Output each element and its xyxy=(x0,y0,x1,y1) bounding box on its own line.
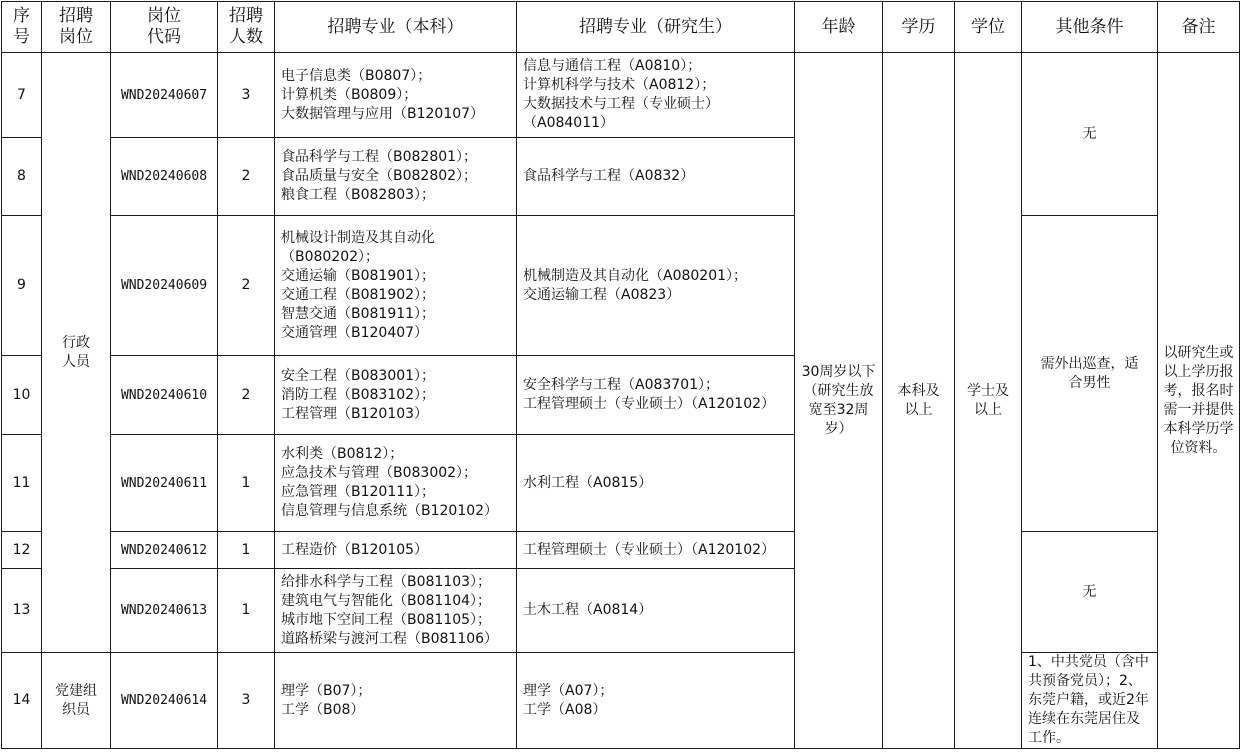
post-cell-party: 党建组织员 xyxy=(42,653,111,749)
count-cell: 2 xyxy=(218,216,275,356)
post-cell-admin: 行政人员 xyxy=(42,53,111,653)
code-cell: WND20240607 xyxy=(111,53,218,138)
header-grad-major: 招聘专业（研究生） xyxy=(517,2,795,53)
code-cell: WND20240608 xyxy=(111,138,218,216)
grad-major-cell: 土木工程（A0814） xyxy=(517,569,795,653)
grad-major-cell: 安全科学与工程（A083701）； 工程管理硕士（专业硕士）（A120102） xyxy=(517,356,795,435)
seq-cell: 11 xyxy=(2,435,42,532)
undergrad-major-cell: 机械设计制造及其自动化 （B080202）； 交通运输（B081901）； 交通工程（B081902）； 智慧交通（B081911）； 交通管理（B120407） xyxy=(275,216,517,356)
undergrad-major-cell: 电子信息类（B0807）； 计算机类（B0809）； 大数据管理与应用（B120107） xyxy=(275,53,517,138)
count-cell: 1 xyxy=(218,532,275,569)
other-conditions-cell: 1、中共党员（含中共预备党员）；2、东莞户籍，或近2年连续在东莞居住及工作。 xyxy=(1022,653,1158,749)
undergrad-major-cell: 食品科学与工程（B082801）； 食品质量与安全（B082802）； 粮食工程（B082803）； xyxy=(275,138,517,216)
undergrad-major-cell: 给排水科学与工程（B081103）； 建筑电气与智能化（B081104）； 城市地下空间工程（B081105）； 道路桥梁与渡河工程（B081106） xyxy=(275,569,517,653)
undergrad-major-cell: 工程造价（B120105） xyxy=(275,532,517,569)
table-row xyxy=(2,53,1240,138)
degree-cell: 学士及以上 xyxy=(955,53,1022,749)
seq-cell: 7 xyxy=(2,53,42,138)
code-cell: WND20240610 xyxy=(111,356,218,435)
seq-cell: 14 xyxy=(2,653,42,749)
undergrad-major-cell: 理学（B07）； 工学（B08） xyxy=(275,653,517,749)
count-cell: 3 xyxy=(218,53,275,138)
undergrad-major-cell: 安全工程（B083001）； 消防工程（B083102）； 工程管理（B120103） xyxy=(275,356,517,435)
header-code: 岗位 代码 xyxy=(111,2,218,53)
header-other-conditions: 其他条件 xyxy=(1022,2,1158,53)
table-row xyxy=(2,532,1240,569)
count-cell: 2 xyxy=(218,138,275,216)
code-cell: WND20240612 xyxy=(111,532,218,569)
grad-major-cell: 工程管理硕士（专业硕士）（A120102） xyxy=(517,532,795,569)
code-cell: WND20240609 xyxy=(111,216,218,356)
header-note: 备注 xyxy=(1158,2,1240,53)
header-row xyxy=(2,2,1240,53)
table-row xyxy=(2,653,1240,749)
header-undergrad-major: 招聘专业（本科） xyxy=(275,2,517,53)
grad-major-cell: 信息与通信工程（A0810）； 计算机科学与技术（A0812）； 大数据技术与工程（专业硕士） （A084011） xyxy=(517,53,795,138)
count-cell: 1 xyxy=(218,569,275,653)
note-cell: 以研究生或以上学历报考，报名时需一并提供本科学历学位资料。 xyxy=(1158,53,1240,749)
seq-cell: 13 xyxy=(2,569,42,653)
grad-major-cell: 理学（A07）； 工学（A08） xyxy=(517,653,795,749)
other-conditions-cell: 需外出巡查，适合男性 xyxy=(1022,216,1158,532)
header-seq: 序 号 xyxy=(2,2,42,53)
grad-major-cell: 水利工程（A0815） xyxy=(517,435,795,532)
education-cell: 本科及以上 xyxy=(883,53,955,749)
code-cell: WND20240614 xyxy=(111,653,218,749)
count-cell: 1 xyxy=(218,435,275,532)
seq-cell: 12 xyxy=(2,532,42,569)
count-cell: 3 xyxy=(218,653,275,749)
header-post: 招聘 岗位 xyxy=(42,2,111,53)
grad-major-cell: 食品科学与工程（A0832） xyxy=(517,138,795,216)
header-degree: 学位 xyxy=(955,2,1022,53)
header-education: 学历 xyxy=(883,2,955,53)
header-count: 招聘 人数 xyxy=(218,2,275,53)
seq-cell: 10 xyxy=(2,356,42,435)
undergrad-major-cell: 水利类（B0812）； 应急技术与管理（B083002）； 应急管理（B120111）； 信息管理与信息系统（B120102） xyxy=(275,435,517,532)
seq-cell: 9 xyxy=(2,216,42,356)
age-cell: 30周岁以下（研究生放宽至32周岁） xyxy=(795,53,883,749)
grad-major-cell: 机械制造及其自动化（A080201）； 交通运输工程（A0823） xyxy=(517,216,795,356)
code-cell: WND20240611 xyxy=(111,435,218,532)
code-cell: WND20240613 xyxy=(111,569,218,653)
recruitment-table xyxy=(1,1,1240,749)
seq-cell: 8 xyxy=(2,138,42,216)
table-row xyxy=(2,216,1240,356)
header-age: 年龄 xyxy=(795,2,883,53)
other-conditions-cell: 无 xyxy=(1022,53,1158,216)
other-conditions-cell: 无 xyxy=(1022,532,1158,653)
count-cell: 2 xyxy=(218,356,275,435)
